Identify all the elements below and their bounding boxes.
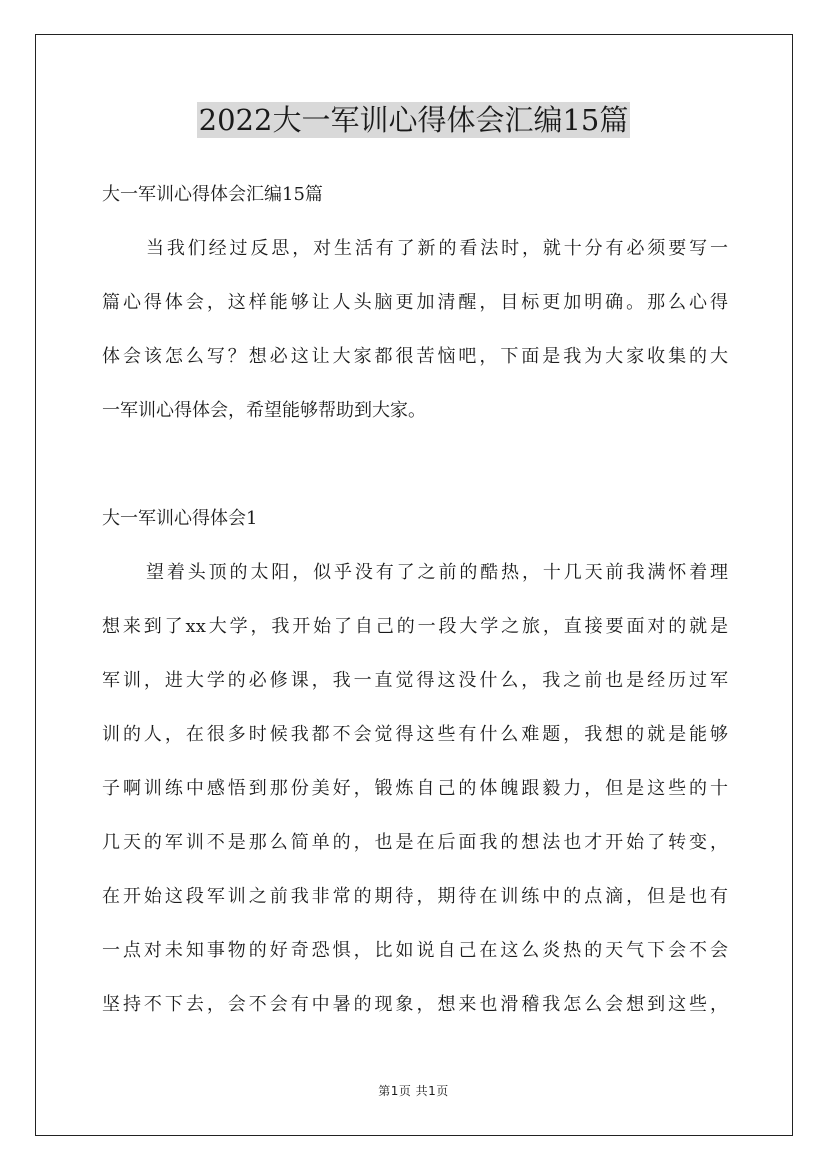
section-line: 一点对未知事物的好奇恐惧，比如说自己在这么炎热的天气下会不会 bbox=[102, 940, 728, 961]
paragraph-gap bbox=[102, 438, 728, 492]
document-subtitle: 大一军训心得体会汇编15篇 bbox=[102, 184, 323, 205]
section-line: 望着头顶的太阳，似乎没有了之前的酷热，十几天前我满怀着理 bbox=[146, 562, 728, 583]
section-line: 子啊训练中感悟到那份美好，锻炼自己的体魄跟毅力，但是这些的十 bbox=[102, 778, 728, 799]
intro-line: 体会该怎么写？想必这让大家都很苦恼吧，下面是我为大家收集的大 bbox=[102, 346, 728, 367]
intro-line: 当我们经过反思，对生活有了新的看法时，就十分有必须要写一 bbox=[146, 238, 728, 259]
document-title-text: 2022大一军训心得体会汇编15篇 bbox=[198, 103, 629, 137]
section-line: 几天的军训不是那么简单的，也是在后面我的想法也才开始了转变， bbox=[102, 832, 728, 853]
page-number: 第1页 共1页 bbox=[378, 1084, 449, 1098]
section-paragraph bbox=[102, 546, 728, 1032]
document-body bbox=[102, 168, 728, 1032]
section-line: 想来到了xx大学，我开始了自己的一段大学之旅，直接要面对的就是 bbox=[102, 616, 728, 637]
intro-line: 一军训心得体会，希望能够帮助到大家。 bbox=[102, 400, 426, 421]
section-line: 坚持不下去，会不会有中暑的现象，想来也滑稽我怎么会想到这些， bbox=[102, 994, 728, 1015]
page-footer bbox=[0, 1083, 827, 1099]
section-line: 训的人，在很多时候我都不会觉得这些有什么难题，我想的就是能够 bbox=[102, 724, 728, 745]
section-heading: 大一军训心得体会1 bbox=[102, 508, 258, 529]
section-line: 在开始这段军训之前我非常的期待，期待在训练中的点滴，但是也有 bbox=[102, 886, 728, 907]
intro-line: 篇心得体会，这样能够让人头脑更加清醒，目标更加明确。那么心得 bbox=[102, 292, 728, 313]
intro-paragraph bbox=[102, 222, 728, 438]
document-title bbox=[0, 100, 827, 140]
section-line: 军训，进大学的必修课，我一直觉得这没什么，我之前也是经历过军 bbox=[102, 670, 728, 691]
